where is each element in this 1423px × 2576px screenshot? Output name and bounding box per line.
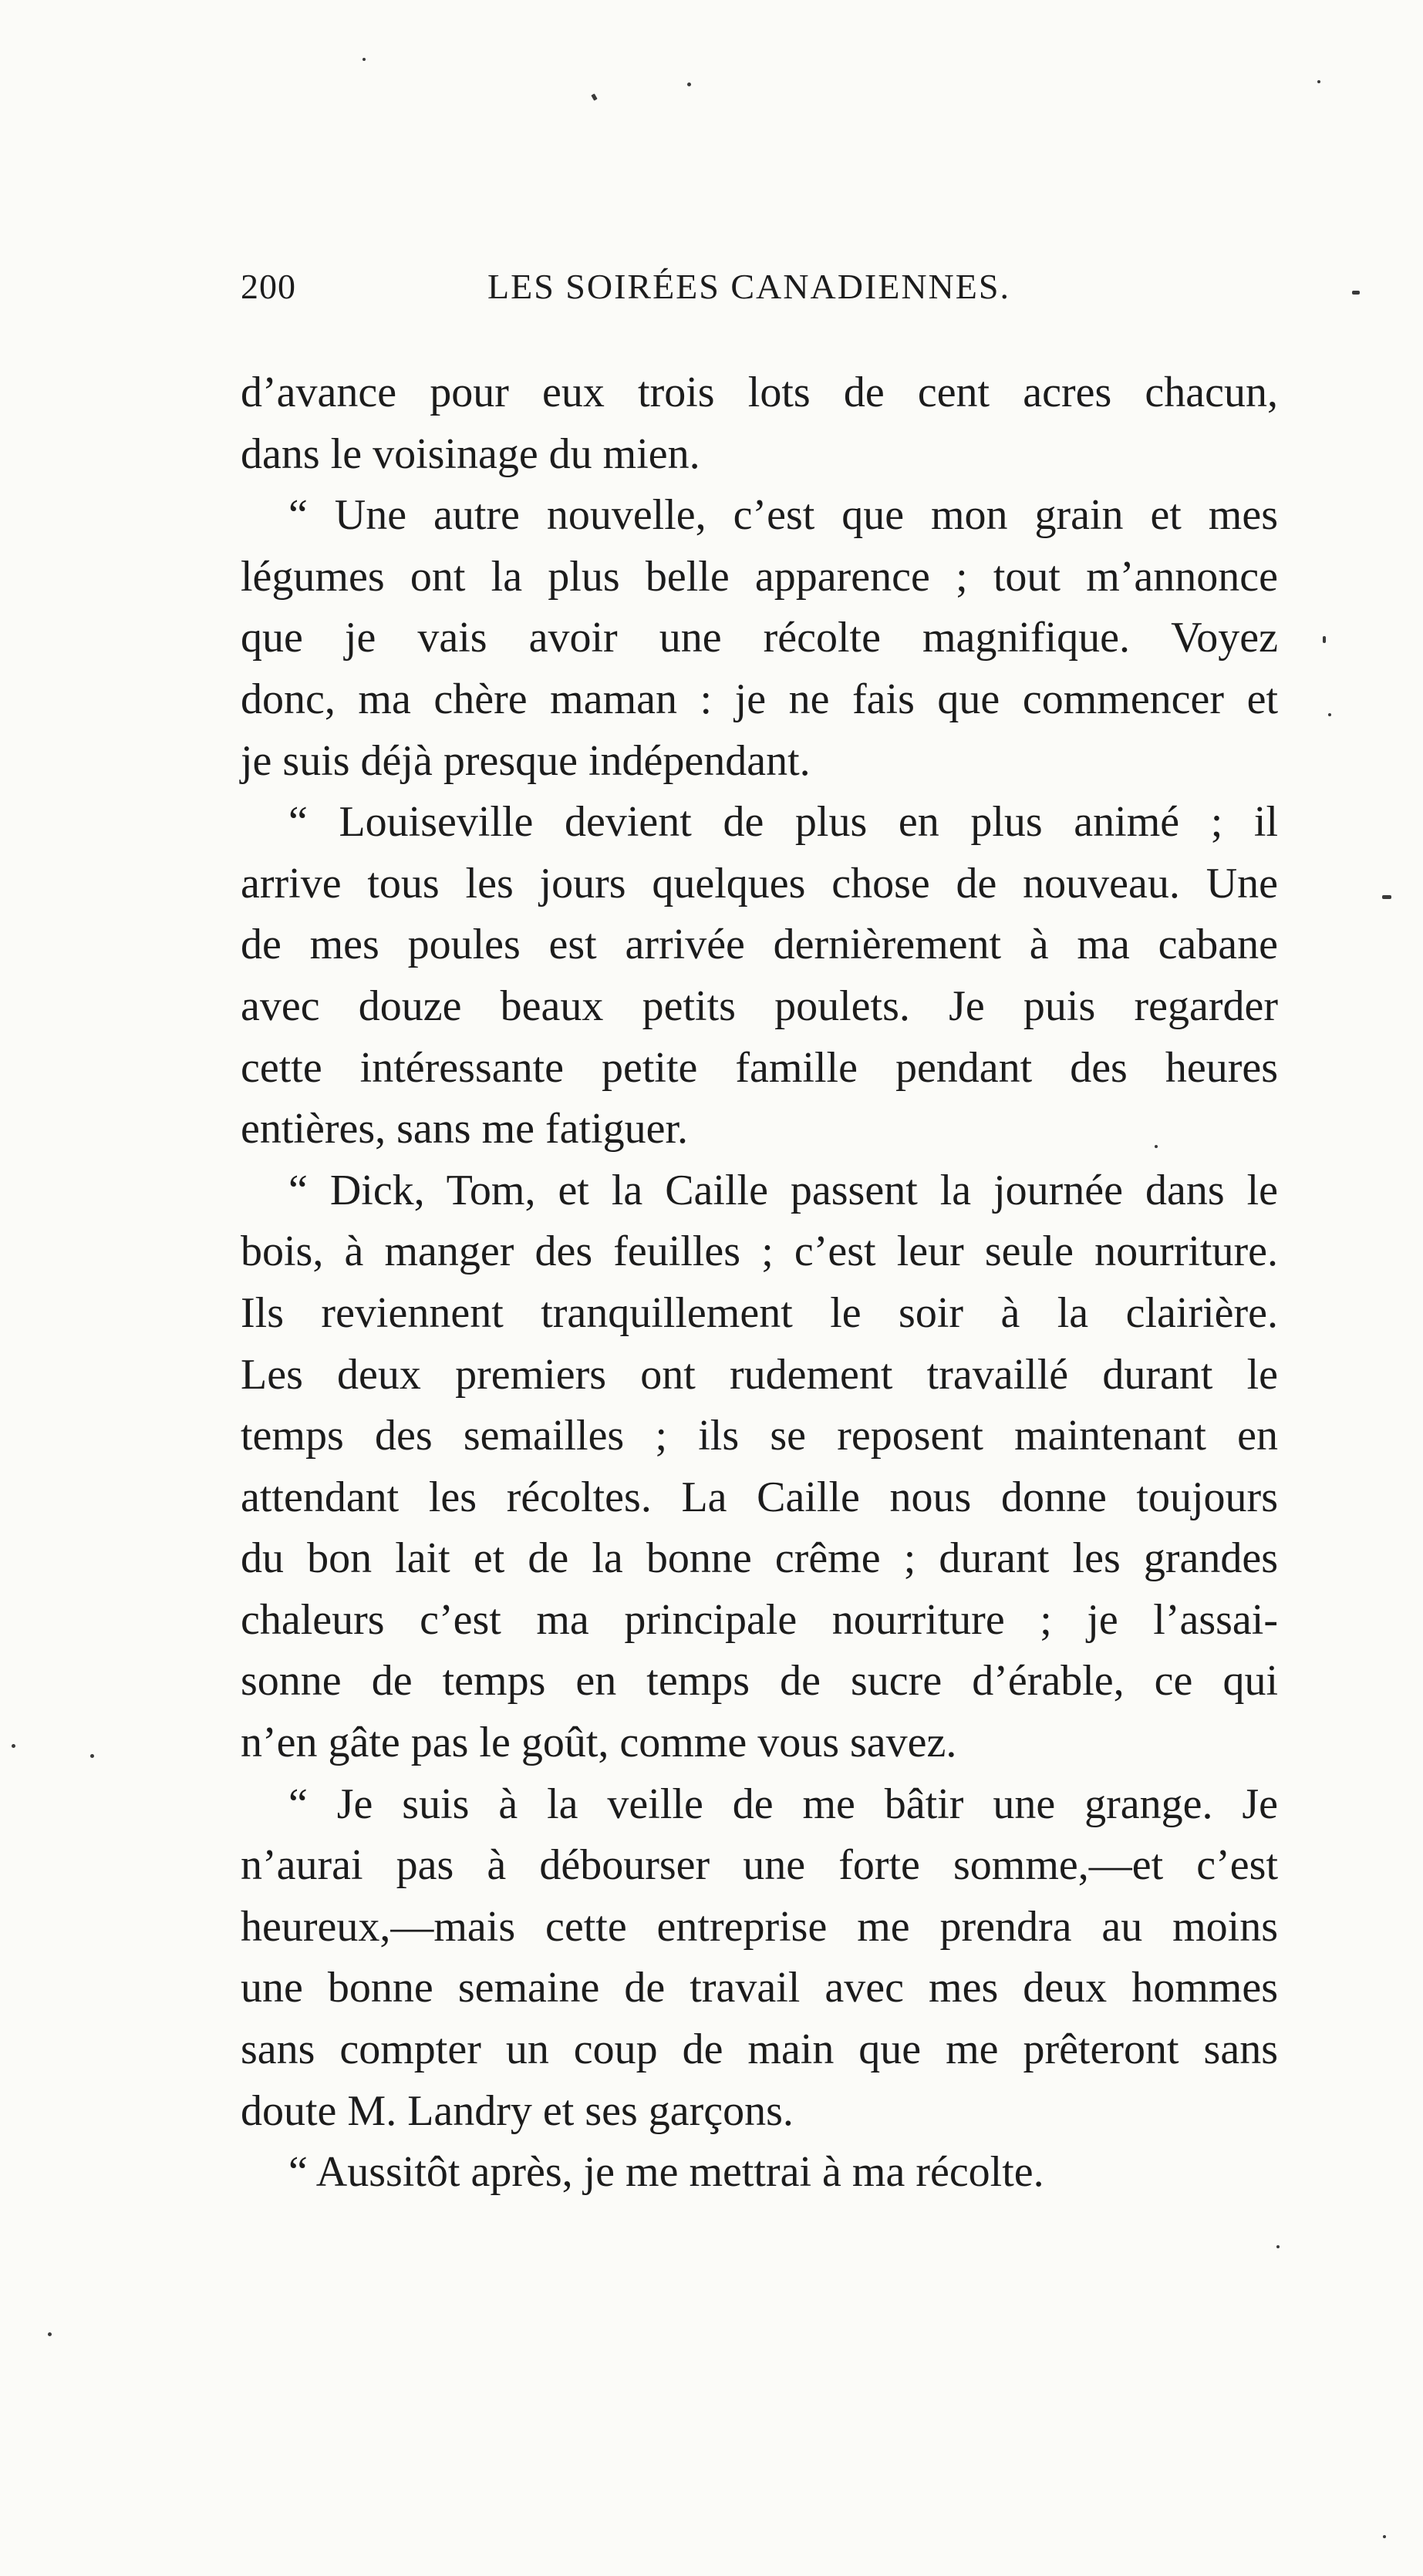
scan-speck: [1323, 636, 1326, 643]
scan-speck: [591, 93, 597, 100]
text-line: que je vais avoir une récolte magnifique. Voyez: [241, 614, 1278, 662]
scan-speck: [12, 1744, 15, 1748]
scan-speck: [1155, 1145, 1158, 1148]
scan-speck: [1276, 2245, 1280, 2248]
text-line: du bon lait et de la bonne crême ; durant les grandes: [241, 1534, 1278, 1583]
text-line: une bonne semaine de travail avec mes deux hommes: [241, 1964, 1278, 2012]
text-line: Les deux premiers ont rudement travaillé durant le: [241, 1350, 1278, 1399]
text-line: temps des semailles ; ils se reposent maintenant en: [241, 1412, 1278, 1460]
text-line: doute M. Landry et ses garçons.: [241, 2086, 794, 2135]
text-line: bois, à manger des feuilles ; c’est leur seule nourriture.: [241, 1227, 1278, 1276]
text-line: sonne de temps en temps de sucre d’érable, ce qui: [241, 1657, 1278, 1706]
text-line: légumes ont la plus belle apparence ; tout m’annonce: [241, 552, 1278, 601]
text-line: donc, ma chère maman : je ne fais que commencer et: [241, 675, 1278, 723]
text-line: Ils reviennent tranquillement le soir à la clairière.: [241, 1288, 1278, 1337]
page-number: 200: [241, 267, 296, 306]
text-line: de mes poules est arrivée dernièrement à ma cabane: [241, 921, 1278, 969]
text-line: “ Aussitôt après, je me mettrai à ma récolte.: [288, 2148, 1044, 2197]
text-line: d’avance pour eux trois lots de cent acres chacun,: [241, 369, 1278, 416]
body-text: [241, 362, 1278, 2204]
text-line: attendant les récoltes. La Caille nous donne toujours: [241, 1473, 1278, 1521]
text-line: cette intéressante petite famille pendant des heures: [241, 1043, 1278, 1092]
scan-speck: [1328, 713, 1331, 716]
text-line: avec douze beaux petits poulets. Je puis regarder: [241, 982, 1278, 1030]
text-line: heureux,—mais cette entreprise me prendra au moins: [241, 1902, 1278, 1951]
scan-speck: [1317, 80, 1320, 83]
text-line: je suis déjà presque indépendant.: [241, 736, 811, 785]
text-line: n’en gâte pas le goût, comme vous savez.: [241, 1719, 957, 1767]
scan-speck: [687, 82, 691, 86]
scan-speck: [1382, 895, 1391, 899]
text-line: n’aurai pas à débourser une forte somme,—et c’est: [241, 1841, 1278, 1890]
scan-speck: [1383, 2535, 1386, 2538]
text-line: “ Louiseville devient de plus en plus animé ; il: [288, 798, 1278, 847]
running-title: LES SOIRÉES CANADIENNES.: [487, 267, 1010, 306]
text-line: “ Une autre nouvelle, c’est que mon grain et mes: [288, 491, 1278, 540]
text-line: arrive tous les jours quelques chose de nouveau. Une: [241, 859, 1278, 907]
text-line: “ Je suis à la veille de me bâtir une grange. Je: [288, 1780, 1278, 1828]
scan-speck: [362, 58, 366, 61]
text-line: “ Dick, Tom, et la Caille passent la journée dans le: [288, 1166, 1278, 1214]
scan-speck: [1352, 291, 1360, 295]
text-line: sans compter un coup de main que me prêteront sans: [241, 2025, 1278, 2074]
text-line: chaleurs c’est ma principale nourriture ; je l’assai-: [241, 1595, 1278, 1644]
page-header: [241, 266, 1297, 320]
scan-speck: [90, 1754, 94, 1758]
scan-speck: [48, 2332, 52, 2336]
text-line: entières, sans me fatiguer.: [241, 1105, 689, 1153]
text-line: dans le voisinage du mien.: [241, 429, 700, 478]
